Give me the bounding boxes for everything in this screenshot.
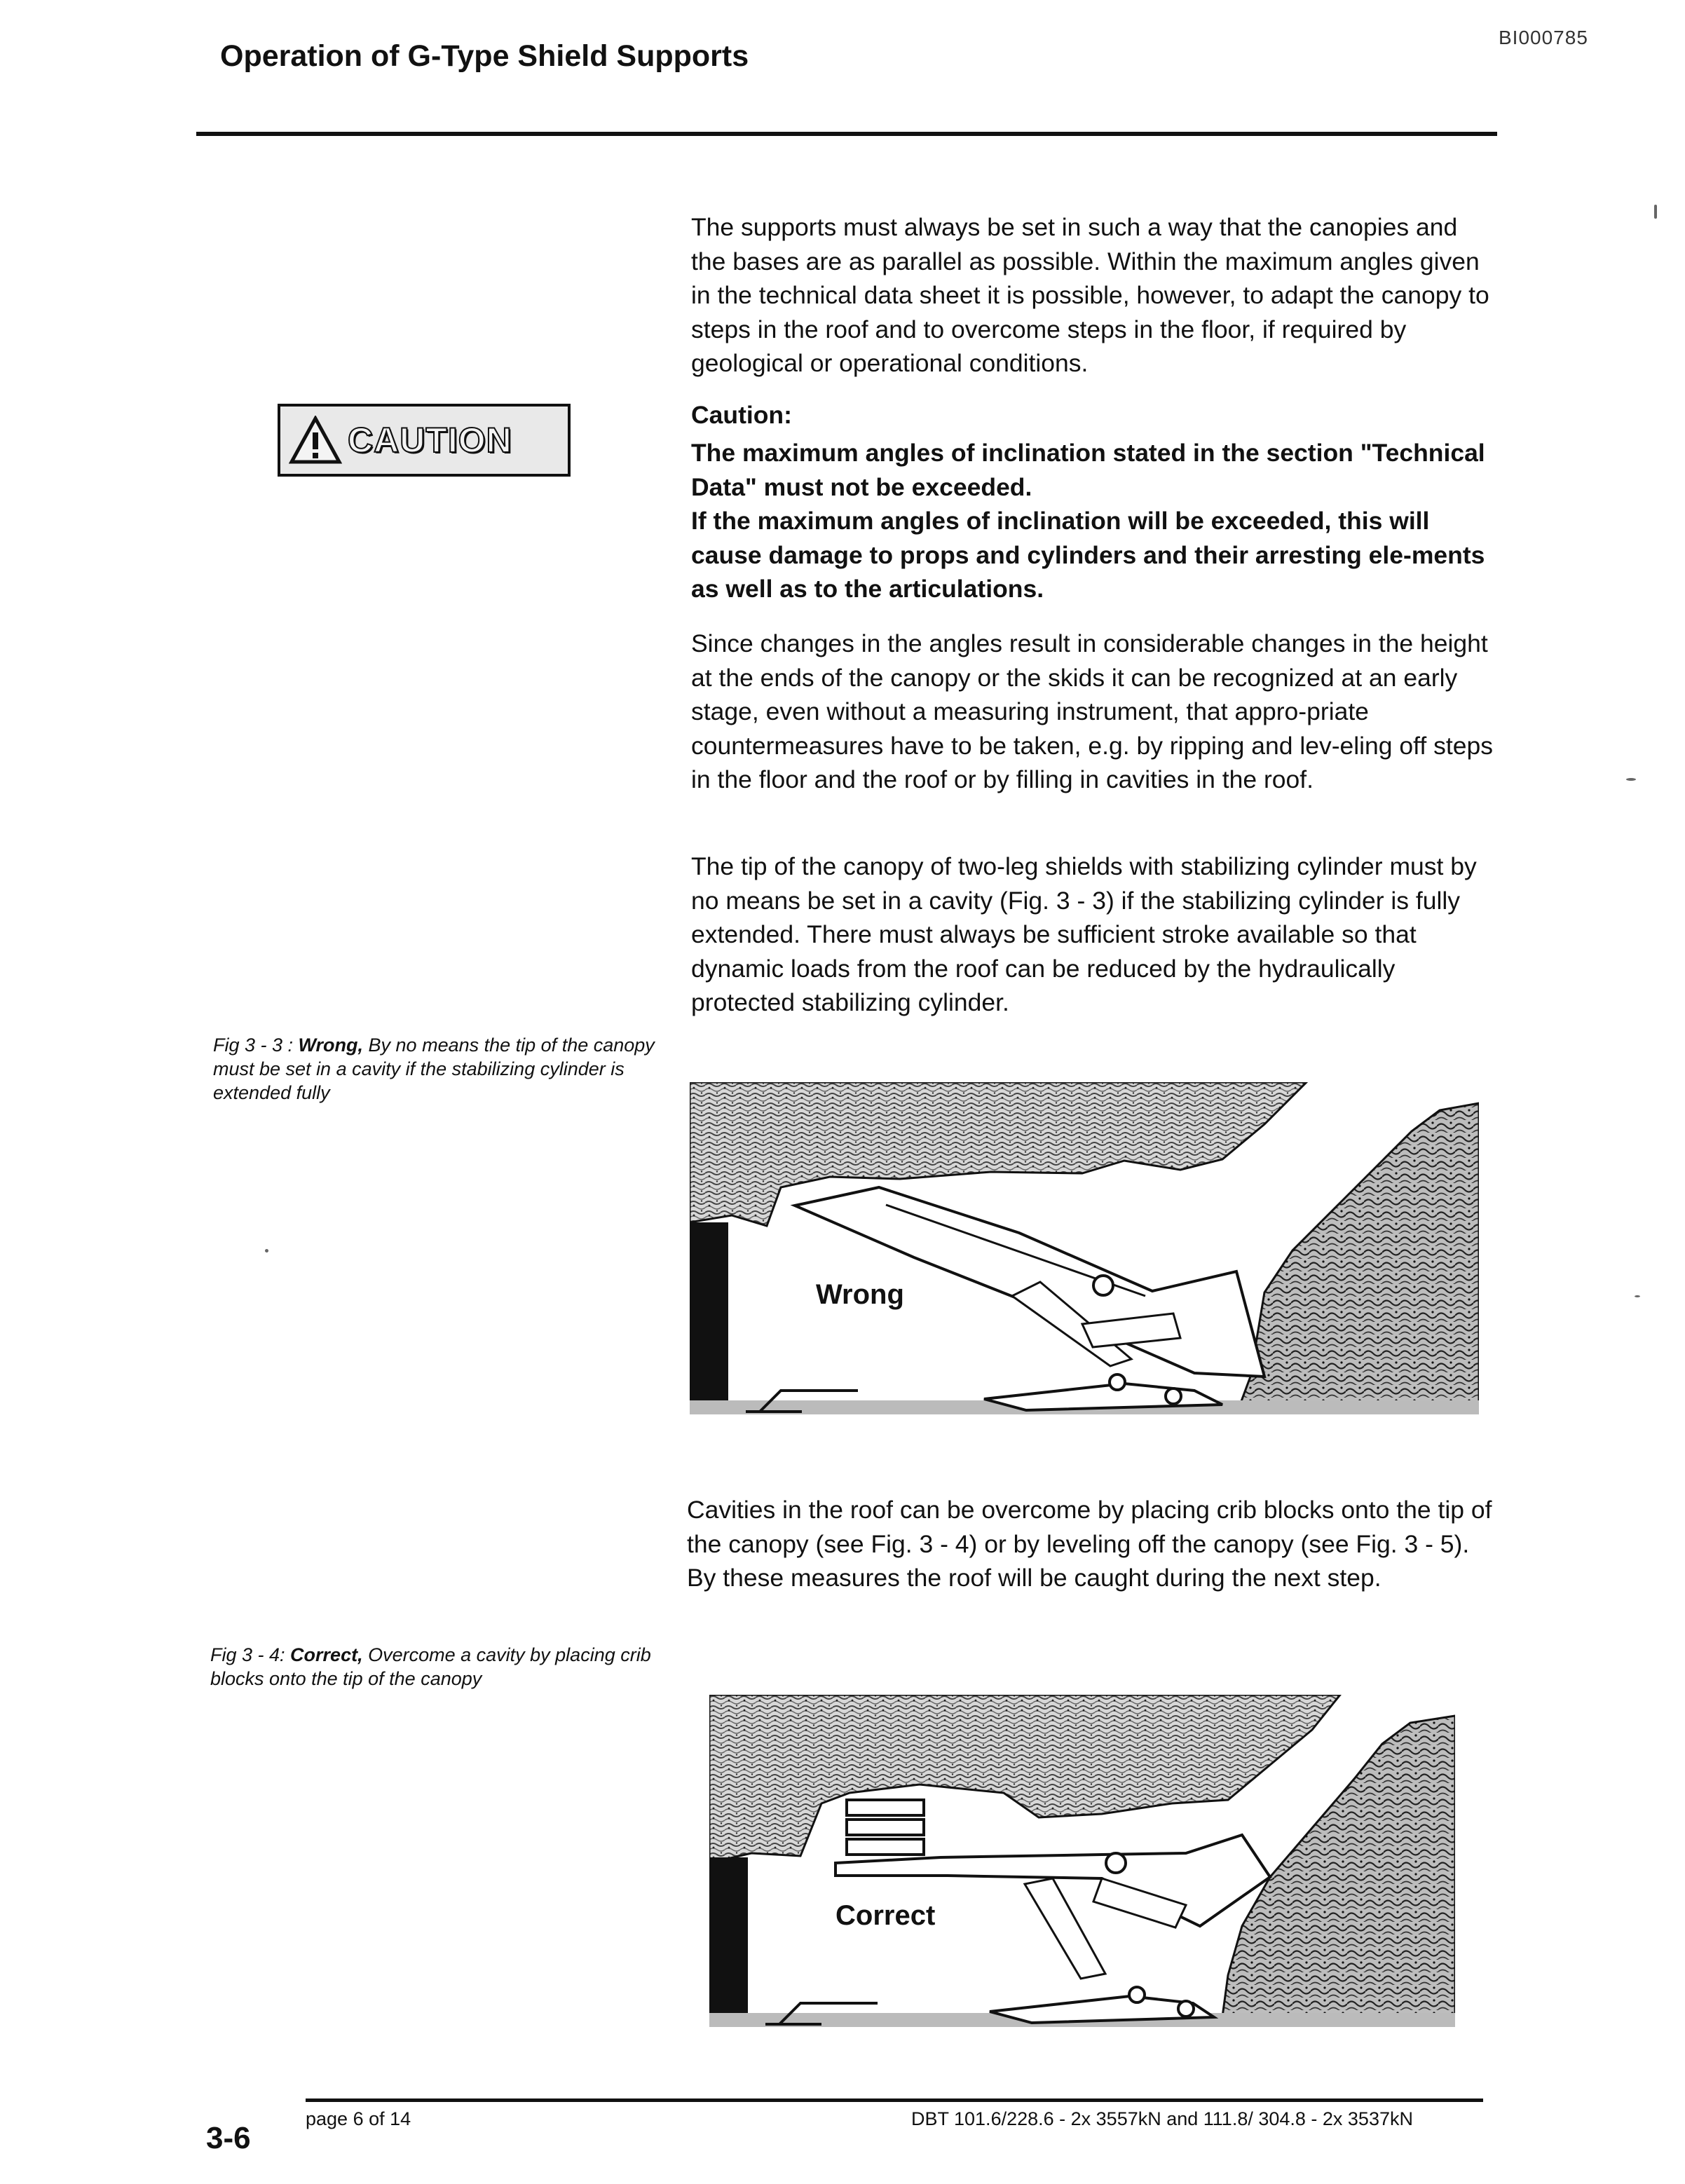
figure-3-3-caption (213, 1033, 662, 1105)
header-rule (196, 132, 1497, 136)
footer-rule (306, 2098, 1483, 2102)
paragraph-cavities: Cavities in the roof can be overcome by placing crib blocks onto the tip of the canopy (see Fig. 3 - 4) or by leveling off the canopy (see Fig. 3 - 5). By these measures the roof will be caught during the next step. (687, 1496, 1492, 1592)
figure-3-4-label: Correct (835, 1900, 936, 1931)
scan-speck (1635, 1295, 1640, 1297)
figure-3-4-caption-verdict: Correct, (290, 1644, 363, 1665)
warning-triangle-icon (289, 416, 342, 465)
scan-speck (1654, 205, 1657, 219)
figure-3-3-caption-text: By no means the tip of the canopy must be set in a cavity if the stabilizing cylinder is extended fully (213, 1035, 655, 1103)
document-id: BI000785 (1499, 27, 1588, 48)
figure-3-3-caption-verdict: Wrong, (298, 1035, 364, 1056)
figure-3-4-caption-text: Overcome a cavity by placing crib blocks onto the tip of the canopy (210, 1644, 651, 1689)
caution-line-1: The maximum angles of inclination stated in the section "Technical Data" must not be exceeded. (691, 439, 1485, 501)
chapter-number: 3-6 (206, 2121, 251, 2155)
scan-speck (265, 1249, 268, 1253)
paragraph-parallel-setting: The supports must always be set in such a way that the canopies and the bases are as parallel as possible. Within the maximum angles given in the technical data sheet it is possible, however, to adapt the canopy to steps in the roof and to overcome steps in the floor, if required by geological or operational conditions. (691, 213, 1489, 377)
caution-heading: Caution: (691, 401, 792, 429)
paragraph-canopy-tip: The tip of the canopy of two-leg shields with stabilizing cylinder must by no means be set in a cavity (Fig. 3 - 3) if the stabilizing cylinder is fully extended. There must always be sufficient stroke available so that dynamic loads from the roof can be reduced by the hydraulically protected stabilizing cylinder. (691, 852, 1477, 1016)
scan-speck (1626, 778, 1636, 781)
figure-3-3-label: Wrong (816, 1279, 904, 1310)
figure-3-3-caption-prefix: Fig 3 - 3 : (213, 1035, 299, 1056)
document-spec: DBT 101.6/228.6 - 2x 3557kN and 111.8/ 304.8 - 2x 3537kN (911, 2108, 1413, 2129)
page-number: page 6 of 14 (306, 2108, 411, 2129)
figure-3-3-wrong (690, 1082, 1479, 1414)
paragraph-angle-changes: Since changes in the angles result in considerable changes in the height at the ends of the canopy or the skids it can be recognized at an early stage, even without a measuring instrument, that appro-priate countermeasures have to be taken, e.g. by ripping and lev-eling off steps in the floor and the roof or by filling in cavities in the roof. (691, 629, 1493, 793)
page-title: Operation of G-Type Shield Supports (220, 39, 749, 73)
caution-sign (278, 404, 571, 477)
caution-line-2: If the maximum angles of inclination will be exceeded, this will cause damage to props and cylinders and their arresting ele-ments as well as to the articulations. (691, 507, 1485, 603)
figure-3-4-correct (709, 1695, 1455, 2027)
caution-sign-label: CAUTION (348, 421, 512, 460)
figure-3-4-caption (210, 1643, 659, 1691)
figure-3-4-caption-prefix: Fig 3 - 4: (210, 1644, 291, 1665)
caution-text (691, 436, 1497, 606)
